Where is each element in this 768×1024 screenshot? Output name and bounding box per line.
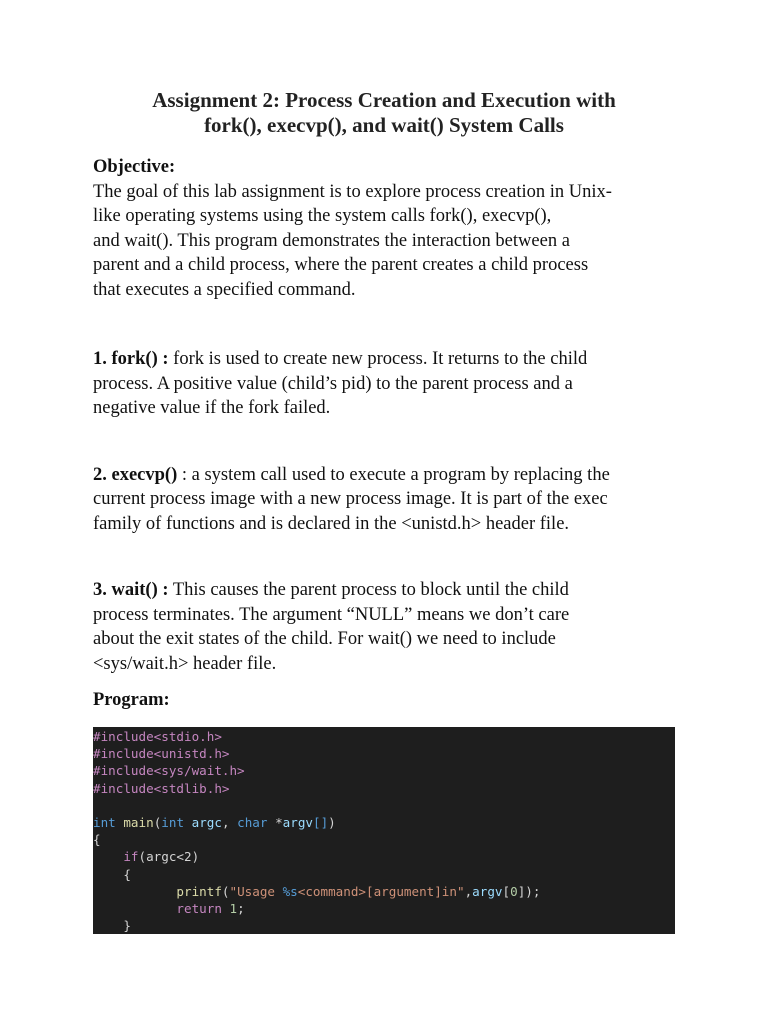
code-token: argv <box>282 814 313 830</box>
code-token: printf <box>176 883 222 899</box>
code-token: , <box>464 883 473 899</box>
code-token: ( <box>153 814 162 830</box>
execvp-label: 2. execvp() <box>93 464 178 485</box>
code-token: { <box>123 866 131 882</box>
execvp-line: current process image with a new process image. It is part of the exec <box>93 489 608 509</box>
wait-line: <sys/wait.h> header file. <box>93 653 277 674</box>
fork-section <box>93 347 675 421</box>
code-token: ; <box>237 900 245 916</box>
objective-line: parent and a child process, where the parent creates a child process <box>93 255 589 275</box>
title-line-1: Assignment 2: Process Creation and Execution with <box>152 88 616 112</box>
code-token: argc <box>191 814 222 830</box>
code-token: 0 <box>510 883 518 899</box>
code-token: ]); <box>517 883 541 899</box>
fork-first-line <box>93 347 675 372</box>
code-token: ) <box>328 814 336 830</box>
code-main-signature <box>93 814 675 831</box>
code-printf-line <box>93 883 675 900</box>
code-token: return <box>176 900 222 916</box>
code-include-line: #include<stdlib.h> <box>93 780 230 796</box>
code-token: [ <box>502 883 511 899</box>
code-brace-line <box>93 866 675 883</box>
code-token: "Usage <box>229 883 283 899</box>
code-token: int <box>93 814 116 830</box>
wait-section <box>93 578 675 676</box>
code-token: %s <box>282 883 298 899</box>
code-token: int <box>161 814 185 830</box>
code-token: (argc<2) <box>138 849 200 865</box>
code-brace-line <box>93 917 675 934</box>
code-include-line: #include<unistd.h> <box>93 746 230 762</box>
objective-section <box>93 155 675 302</box>
fork-line: negative value if the fork failed. <box>93 398 331 418</box>
objective-line: like operating systems using the system calls fork(), execvp(), <box>93 206 552 226</box>
wait-line: about the exit states of the child. For wait() we need to include <box>93 629 556 649</box>
wait-first-line <box>93 578 675 603</box>
execvp-line: family of functions and is declared in the <unistd.h> header file. <box>93 513 570 534</box>
code-brace-line <box>93 831 675 848</box>
code-token: , <box>221 814 238 830</box>
title-line-2: fork(), execvp(), and wait() System Calls <box>204 113 564 137</box>
wait-label: 3. wait() : <box>93 580 169 600</box>
code-token: argv <box>472 883 503 899</box>
program-heading: Program: <box>93 690 170 710</box>
fork-line: process. A positive value (child’s pid) to the parent process and a <box>93 373 573 394</box>
code-token: * <box>267 814 283 830</box>
objective-line: that executes a specified command. <box>93 279 356 300</box>
execvp-section <box>93 463 675 537</box>
execvp-first-line <box>93 463 675 488</box>
document-page <box>93 88 675 934</box>
code-token: } <box>123 918 131 934</box>
fork-label: 1. fork() : <box>93 349 169 369</box>
fork-text: fork is used to create new process. It returns to the child <box>168 349 588 369</box>
code-include-line: #include<stdio.h> <box>93 729 222 744</box>
code-return-line <box>93 900 675 917</box>
code-token: char <box>237 814 268 830</box>
objective-heading: Objective: <box>93 157 176 177</box>
wait-line: process terminates. The argument “NULL” means we don’t care <box>93 604 570 625</box>
code-blank-line <box>93 797 675 814</box>
code-token: <command>[argument]in" <box>297 883 465 899</box>
code-token: { <box>93 832 101 848</box>
code-token: ( <box>221 883 230 899</box>
code-token: main <box>123 814 154 830</box>
execvp-text: : a system call used to execute a program by replacing the <box>177 464 610 485</box>
code-token: 1 <box>229 900 238 916</box>
code-if-line <box>93 848 675 865</box>
objective-line: The goal of this lab assignment is to explore process creation in Unix- <box>93 181 612 202</box>
code-block <box>93 727 675 934</box>
code-token: if <box>123 849 139 865</box>
code-token: [] <box>313 814 329 830</box>
document-title <box>73 88 695 138</box>
wait-text: This causes the parent process to block until the child <box>168 580 569 600</box>
objective-line: and wait(). This program demonstrates the interaction between a <box>93 230 570 251</box>
code-include-line: #include<sys/wait.h> <box>93 763 245 779</box>
